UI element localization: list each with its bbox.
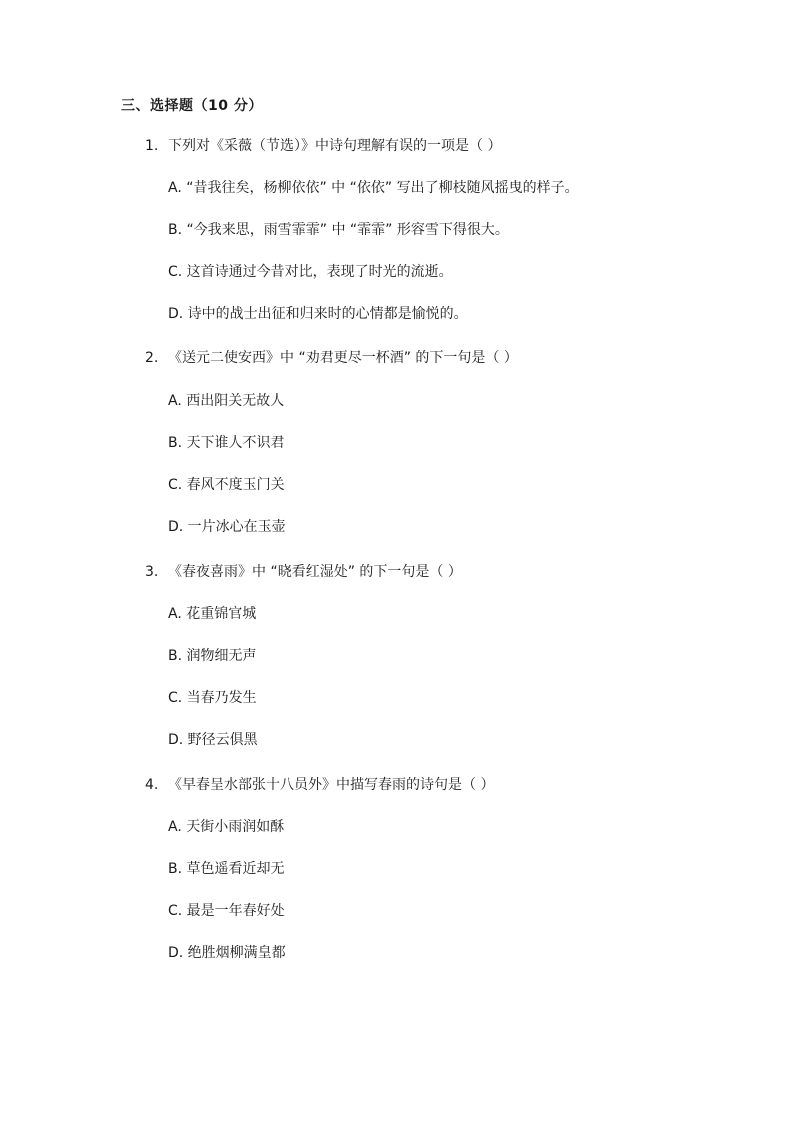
question-1-option-d: D. 诗中的战士出征和归来时的心情都是愉悦的。 (168, 306, 468, 322)
question-1 (145, 136, 501, 156)
question-number: 2. (145, 350, 159, 366)
question-stem: 《早春呈水部张十八员外》中描写春雨的诗句是（ ） (168, 777, 495, 793)
question-stem: 《春夜喜雨》中 “晓看红湿处” 的下一句是（ ） (168, 564, 462, 580)
question-4 (145, 775, 494, 795)
question-2-option-b: B. 天下谁人不识君 (168, 435, 285, 451)
question-stem: 下列对《采薇（节选）》中诗句理解有误的一项是（ ） (168, 138, 502, 154)
question-3 (145, 562, 462, 582)
section-title: 三、选择题（10 分） (121, 98, 263, 114)
question-3-option-d: D. 野径云俱黑 (168, 732, 258, 748)
question-4-option-b: B. 草色遥看近却无 (168, 861, 285, 877)
question-1-option-b: B. “今我来思，雨雪霏霏” 中 “霏霏” 形容雪下得很大。 (168, 222, 509, 238)
question-number: 4. (145, 777, 159, 793)
question-1-option-a: A. “昔我往矣，杨柳依依” 中 “依依” 写出了柳枝随风摇曳的样子。 (168, 180, 579, 196)
question-1-option-c: C. 这首诗通过今昔对比，表现了时光的流逝。 (168, 264, 453, 280)
question-4-option-c: C. 最是一年春好处 (168, 903, 285, 919)
question-2 (145, 348, 518, 368)
question-2-option-a: A. 西出阳关无故人 (168, 393, 285, 409)
question-2-option-c: C. 春风不度玉门关 (168, 477, 285, 493)
question-number: 1. (145, 138, 159, 154)
question-4-option-d: D. 绝胜烟柳满皇都 (168, 945, 286, 961)
question-2-option-d: D. 一片冰心在玉壶 (168, 519, 286, 535)
question-4-option-a: A. 天街小雨润如酥 (168, 819, 285, 835)
question-3-option-b: B. 润物细无声 (168, 648, 257, 664)
question-3-option-a: A. 花重锦官城 (168, 606, 257, 622)
question-stem: 《送元二使安西》中 “劝君更尽一杯酒” 的下一句是（ ） (168, 350, 518, 366)
question-3-option-c: C. 当春乃发生 (168, 690, 257, 706)
question-number: 3. (145, 564, 159, 580)
